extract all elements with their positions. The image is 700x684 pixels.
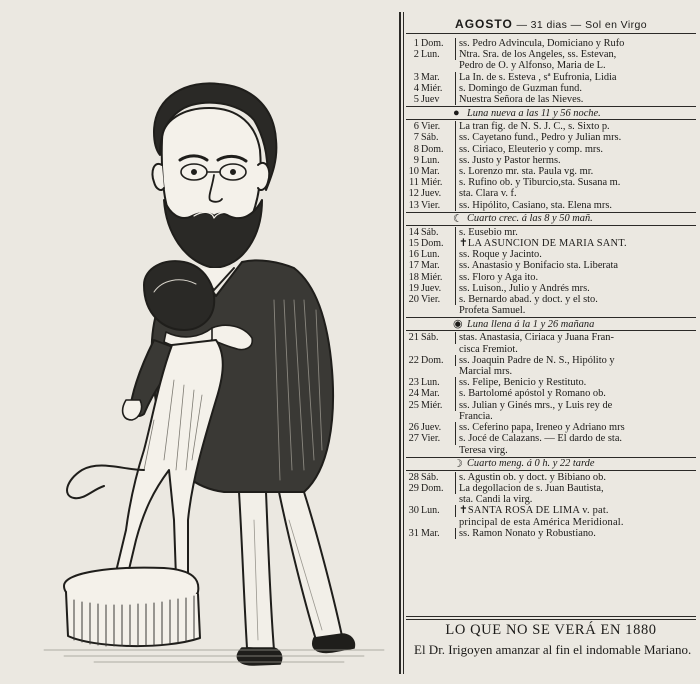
day-number: 13 <box>408 199 419 211</box>
calendar-day-row <box>406 272 696 283</box>
calendar-day-row <box>406 505 696 527</box>
right-leg <box>279 492 342 640</box>
moon-phase-icon: ☽ <box>453 457 463 470</box>
calendar-day-row <box>406 227 696 238</box>
day-number: 23 <box>408 377 419 389</box>
saints-text: s. Domingo de Guzman fund. <box>459 82 582 94</box>
saints-text: s. Lorenzo mr. sta. Paula vg. mr. <box>459 166 594 178</box>
calendar-day-row <box>406 377 696 388</box>
moon-phase-icon: ◉ <box>453 318 463 331</box>
saints-text: s. Agustin ob. y doct. y Bibiano ob. <box>459 471 606 483</box>
saints-text: s. Rufino ob. y Tiburcio,sta. Susana m. <box>459 177 621 189</box>
day-number: 30 <box>408 505 419 517</box>
calendar-day-row <box>406 422 696 433</box>
weekday: Lun. <box>420 49 456 60</box>
weekday: Vier. <box>420 433 456 444</box>
weekday: Dom. <box>420 355 456 366</box>
day-number: 16 <box>408 249 419 261</box>
day-number: 5 <box>413 94 419 106</box>
weekday: Lun. <box>420 505 456 516</box>
day-number: 18 <box>408 271 419 283</box>
left-shoe <box>237 648 281 665</box>
day-number: 26 <box>408 422 419 434</box>
day-number: 9 <box>413 154 419 166</box>
day-number: 21 <box>408 332 419 344</box>
day-number: 29 <box>408 482 419 494</box>
saints-text: ✝SANTA ROSA DE LIMA v. pat. principal de esta América Meridional. <box>459 505 624 528</box>
calendar-column <box>406 14 696 614</box>
day-number: 7 <box>413 132 419 144</box>
calendar-day-row <box>406 177 696 188</box>
saints-text: ss. Julian y Ginés mrs., y Luis rey de Francia. <box>459 399 613 422</box>
weekday: Miér. <box>420 400 456 411</box>
weekday: Sáb. <box>420 472 456 483</box>
calendar-day-row <box>406 355 696 377</box>
calendar-day-row <box>406 200 696 211</box>
day-number: 28 <box>408 471 419 483</box>
calendar-day-row <box>406 238 696 249</box>
day-number: 31 <box>408 527 419 539</box>
day-number: 22 <box>408 354 419 366</box>
footer-caption: El Dr. Irigoyen amanzar al fin el indomable Mariano. <box>414 642 692 657</box>
weekday: Mar. <box>420 528 456 539</box>
calendar-day-row <box>406 72 696 83</box>
moon-phase-icon: ● <box>453 107 460 120</box>
saints-text: ss. Floro y Aga ito. <box>459 271 539 283</box>
saints-text: ss. Ramon Nonato y Robustiano. <box>459 527 596 539</box>
saints-text: La degollacion de s. Juan Bautista, sta. Candi la virg. <box>459 482 604 506</box>
moon-phase-text: Cuarto meng. á 0 h. y 22 tarde <box>467 458 595 470</box>
saints-text: ss. Ciriaco, Eleuterio y comp. mrs. <box>459 143 603 155</box>
moon-phase-icon: ☾ <box>453 212 463 225</box>
weekday: Sáb. <box>420 227 456 238</box>
weekday: Vier. <box>420 200 456 211</box>
day-number: 27 <box>408 433 419 445</box>
day-number: 3 <box>413 71 419 83</box>
weekday: Miér. <box>420 272 456 283</box>
calendar-day-row <box>406 83 696 94</box>
calendar-header <box>406 14 696 34</box>
saints-text: ss. Luison., Julio y Andrés mrs. <box>459 282 590 294</box>
calendar-day-row <box>406 332 696 354</box>
day-number: 11 <box>408 177 419 189</box>
month-name: AGOSTO <box>455 17 513 31</box>
day-number: 24 <box>408 388 419 400</box>
caricature-drawing <box>4 0 398 684</box>
weekday: Miér. <box>420 177 456 188</box>
calendar-day-row <box>406 388 696 399</box>
column-divider-inner <box>403 12 404 674</box>
day-number: 2 <box>413 49 419 61</box>
weekday: Lun. <box>420 155 456 166</box>
footer-rule-top <box>406 616 696 617</box>
moon-phase-text: Cuarto crec. á las 8 y 50 mañ. <box>467 213 593 225</box>
footer-title: LO QUE NO SE VERÁ EN 1880 <box>445 622 657 638</box>
weekday: Dom. <box>420 238 456 249</box>
stool-fringe <box>66 592 200 646</box>
saints-text: La In. de s. Esteva , sª Eufronia, Lidia <box>459 71 617 83</box>
weekday: Sáb. <box>420 332 456 343</box>
calendar-day-row <box>406 283 696 294</box>
saints-text: ss. Roque y Jacinto. <box>459 249 542 261</box>
calendar-day-row <box>406 188 696 199</box>
calendar-day-row <box>406 260 696 271</box>
calendar-day-row <box>406 144 696 155</box>
day-number: 8 <box>413 143 419 155</box>
caricature-illustration <box>4 0 398 684</box>
saints-text: ss. Pedro Advincula, Domiciano y Rufo <box>459 38 625 49</box>
day-number: 15 <box>408 238 419 250</box>
weekday: Juev. <box>420 188 456 199</box>
calendar-day-row <box>406 249 696 260</box>
saints-text: s. Eusebio mr. <box>459 226 518 238</box>
calendar-day-row <box>406 94 696 105</box>
calendar-day-row <box>406 49 696 71</box>
calendar-day-row <box>406 166 696 177</box>
weekday: Miér. <box>420 83 456 94</box>
saints-text: sta. Clara v. f. <box>459 188 517 200</box>
saints-text: ss. Felipe, Benicio y Restituto. <box>459 377 587 389</box>
weekday: Vier. <box>420 121 456 132</box>
moon-phase-text: Luna llena á la 1 y 26 mañana <box>467 318 595 330</box>
weekday: Dom. <box>420 38 456 49</box>
calendar-day-row <box>406 155 696 166</box>
day-number: 6 <box>413 121 419 133</box>
weekday: Mar. <box>420 72 456 83</box>
day-number: 10 <box>408 166 419 178</box>
day-number: 14 <box>408 226 419 238</box>
saints-text: Nuestra Señora de las Nieves. <box>459 94 584 106</box>
sun-sign: Sol en Virgo <box>585 19 647 31</box>
moon-phase-row <box>406 106 696 120</box>
moon-phase-text: Luna nueva a las 11 y 56 noche. <box>467 107 601 119</box>
saints-text: ss. Anastasio y Bonifacio sta. Liberata <box>459 260 618 272</box>
calendar-day-row <box>406 472 696 483</box>
day-number: 1 <box>413 38 419 49</box>
weekday: Dom. <box>420 483 456 494</box>
calendar-day-row <box>406 121 696 132</box>
calendar-day-row <box>406 433 696 455</box>
moon-phase-row <box>406 457 696 471</box>
moon-phase-row <box>406 212 696 226</box>
calendar-day-row <box>406 38 696 49</box>
weekday: Juev. <box>420 283 456 294</box>
saints-text: La tran fig. de N. S. J. C., s. Sixto p. <box>459 121 610 133</box>
day-number: 20 <box>408 294 419 306</box>
day-number: 19 <box>408 282 419 294</box>
saints-text: ss. Hipólito, Casiano, sta. Elena mrs. <box>459 199 612 211</box>
day-number: 12 <box>408 188 419 200</box>
left-leg <box>239 492 274 650</box>
day-number: 4 <box>413 82 419 94</box>
weekday: Vier. <box>420 294 456 305</box>
saints-text: ss. Cayetano fund., Pedro y Julian mrs. <box>459 132 622 144</box>
column-divider <box>399 12 401 674</box>
saints-text: ss. Ceferino papa, Ireneo y Adriano mrs <box>459 422 625 434</box>
calendar-day-row <box>406 132 696 143</box>
days-count: — 31 dias — <box>516 19 582 31</box>
saints-text: ss. Joaquin Padre de N. S., Hipólito y Marcial mrs. <box>459 354 615 378</box>
saints-text: ✝LA ASUNCION DE MARIA SANT. <box>459 238 627 250</box>
right-ear <box>258 163 269 190</box>
footer-rule-bottom <box>406 619 696 620</box>
saints-text: Ntra. Sra. de los Angeles, ss. Estevan, Pedro de O. y Alfonso, Maria de L. <box>459 49 617 72</box>
weekday: Mar. <box>420 260 456 271</box>
calendar-entries <box>406 38 696 539</box>
calendar-day-row <box>406 483 696 505</box>
saints-text: ss. Justo y Pastor herms. <box>459 154 561 166</box>
day-number: 17 <box>408 260 419 272</box>
weekday: Juev. <box>420 422 456 433</box>
weekday: Dom. <box>420 144 456 155</box>
weekday: Juev <box>420 94 456 105</box>
day-number: 25 <box>408 399 419 411</box>
weekday: Mar. <box>420 166 456 177</box>
calendar-day-row <box>406 294 696 316</box>
saints-text: s. Bernardo abad. y doct. y el sto. Profeta Samuel. <box>459 294 598 317</box>
weekday: Sáb. <box>420 132 456 143</box>
weekday: Lun. <box>420 249 456 260</box>
calendar-day-row <box>406 528 696 539</box>
saints-text: stas. Anastasia, Ciriaca y Juana Fran- cisca Fremiot. <box>459 332 614 355</box>
saints-text: s. Bartolomé apóstol y Romano ob. <box>459 388 606 400</box>
weekday: Mar. <box>420 388 456 399</box>
moon-phase-row <box>406 317 696 331</box>
saints-text: s. Jocé de Calazans. — El dardo de sta. Teresa virg. <box>459 433 623 456</box>
calendar-day-row <box>406 400 696 422</box>
weekday: Lun. <box>420 377 456 388</box>
